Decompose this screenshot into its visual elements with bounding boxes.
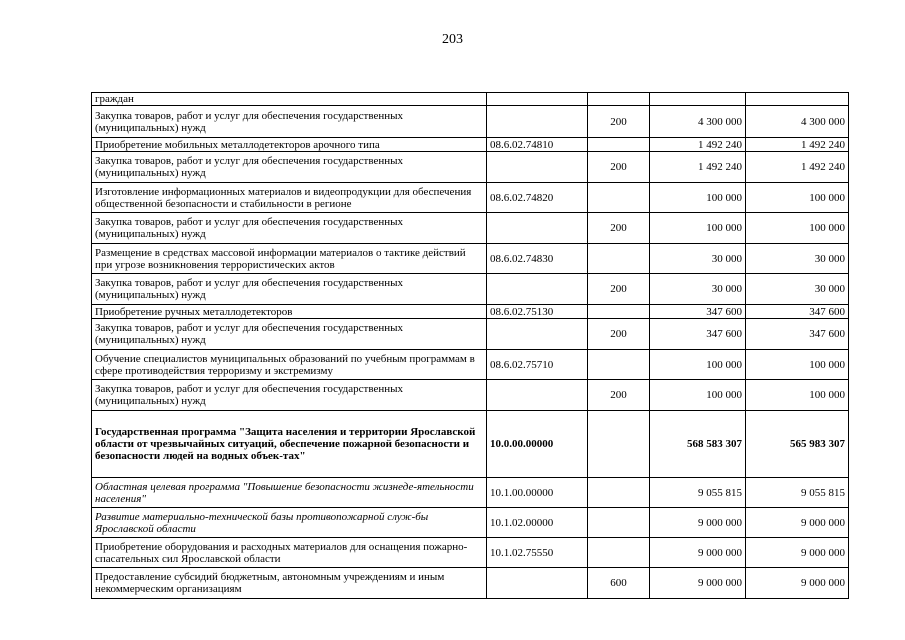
row-name-cell: Приобретение ручных металлодетекторов — [92, 305, 487, 319]
budget-table — [91, 92, 849, 599]
row-name-cell: Областная целевая программа "Повышение безопасности жизнеде-ятельности населения" — [92, 478, 487, 508]
row-name-cell: граждан — [92, 93, 487, 106]
table-row — [92, 183, 849, 213]
row-amount-year2-cell: 1 492 240 — [746, 138, 849, 152]
row-amount-year2-cell — [746, 93, 849, 106]
row-amount-year1-cell: 9 000 000 — [650, 568, 746, 599]
row-code-cell: 08.6.02.74830 — [487, 244, 588, 274]
row-amount-year1-cell: 4 300 000 — [650, 106, 746, 138]
row-amount-year1-cell: 1 492 240 — [650, 138, 746, 152]
table-row — [92, 508, 849, 538]
row-expense-type-cell: 200 — [588, 152, 650, 183]
row-amount-year2-cell: 9 000 000 — [746, 538, 849, 568]
row-amount-year2-cell: 100 000 — [746, 350, 849, 380]
row-name-cell: Приобретение оборудования и расходных материалов для оснащения пожарно-спасательных сил Ярославской области — [92, 538, 487, 568]
table-row — [92, 350, 849, 380]
table-row — [92, 319, 849, 350]
row-name-cell: Закупка товаров, работ и услуг для обеспечения государственных (муниципальных) нужд — [92, 152, 487, 183]
row-name-cell: Закупка товаров, работ и услуг для обеспечения государственных (муниципальных) нужд — [92, 213, 487, 244]
row-amount-year2-cell: 9 055 815 — [746, 478, 849, 508]
row-amount-year1-cell: 30 000 — [650, 274, 746, 305]
row-amount-year2-cell: 9 000 000 — [746, 508, 849, 538]
row-amount-year1-cell: 100 000 — [650, 350, 746, 380]
row-code-cell — [487, 93, 588, 106]
row-amount-year2-cell: 100 000 — [746, 183, 849, 213]
row-amount-year2-cell: 4 300 000 — [746, 106, 849, 138]
row-name-cell: Закупка товаров, работ и услуг для обеспечения государственных (муниципальных) нужд — [92, 319, 487, 350]
row-amount-year2-cell: 100 000 — [746, 213, 849, 244]
row-expense-type-cell — [588, 305, 650, 319]
row-name-cell: Предоставление субсидий бюджетным, автономным учреждениям и иным некоммерческим организациям — [92, 568, 487, 599]
row-code-cell: 08.6.02.74820 — [487, 183, 588, 213]
row-amount-year2-cell: 565 983 307 — [746, 411, 849, 478]
table-row — [92, 478, 849, 508]
row-amount-year1-cell: 9 000 000 — [650, 508, 746, 538]
row-expense-type-cell: 200 — [588, 380, 650, 411]
row-code-cell — [487, 380, 588, 411]
page-number: 203 — [442, 32, 463, 47]
row-code-cell — [487, 213, 588, 244]
row-amount-year1-cell — [650, 93, 746, 106]
row-amount-year1-cell: 100 000 — [650, 183, 746, 213]
row-amount-year2-cell: 30 000 — [746, 274, 849, 305]
row-expense-type-cell — [588, 478, 650, 508]
row-amount-year2-cell: 347 600 — [746, 305, 849, 319]
row-amount-year1-cell: 100 000 — [650, 380, 746, 411]
row-amount-year2-cell: 347 600 — [746, 319, 849, 350]
row-amount-year1-cell: 9 000 000 — [650, 538, 746, 568]
row-expense-type-cell — [588, 411, 650, 478]
row-name-cell: Закупка товаров, работ и услуг для обеспечения государственных (муниципальных) нужд — [92, 106, 487, 138]
row-expense-type-cell: 200 — [588, 319, 650, 350]
row-name-cell: Приобретение мобильных металлодетекторов арочного типа — [92, 138, 487, 152]
row-expense-type-cell: 600 — [588, 568, 650, 599]
row-amount-year1-cell: 30 000 — [650, 244, 746, 274]
row-code-cell: 08.6.02.75130 — [487, 305, 588, 319]
row-name-cell: Обучение специалистов муниципальных образований по учебным программам в сфере противодействия терроризму и экстремизму — [92, 350, 487, 380]
row-name-cell: Государственная программа "Защита населения и территории Ярославской области от чрезвычайных ситуаций, обеспечение пожарной безопасности и безопасности людей на водных объек-тах" — [92, 411, 487, 478]
row-code-cell — [487, 568, 588, 599]
row-code-cell — [487, 319, 588, 350]
row-code-cell — [487, 274, 588, 305]
row-name-cell: Закупка товаров, работ и услуг для обеспечения государственных (муниципальных) нужд — [92, 380, 487, 411]
row-name-cell: Развитие материально-технической базы противопожарной служ-бы Ярославской области — [92, 508, 487, 538]
row-code-cell: 08.6.02.74810 — [487, 138, 588, 152]
table-row — [92, 380, 849, 411]
table-row — [92, 213, 849, 244]
row-amount-year1-cell: 347 600 — [650, 319, 746, 350]
row-expense-type-cell — [588, 538, 650, 568]
row-expense-type-cell — [588, 183, 650, 213]
row-amount-year1-cell: 9 055 815 — [650, 478, 746, 508]
row-amount-year1-cell: 347 600 — [650, 305, 746, 319]
table-row — [92, 106, 849, 138]
row-expense-type-cell — [588, 508, 650, 538]
row-expense-type-cell: 200 — [588, 106, 650, 138]
row-expense-type-cell — [588, 138, 650, 152]
row-code-cell: 10.1.02.00000 — [487, 508, 588, 538]
row-amount-year2-cell: 1 492 240 — [746, 152, 849, 183]
row-code-cell: 08.6.02.75710 — [487, 350, 588, 380]
row-name-cell: Закупка товаров, работ и услуг для обеспечения государственных (муниципальных) нужд — [92, 274, 487, 305]
budget-table-body — [92, 93, 849, 599]
table-row — [92, 93, 849, 106]
row-code-cell — [487, 152, 588, 183]
table-row — [92, 411, 849, 478]
table-row — [92, 538, 849, 568]
row-expense-type-cell — [588, 244, 650, 274]
row-amount-year1-cell: 1 492 240 — [650, 152, 746, 183]
row-expense-type-cell — [588, 93, 650, 106]
row-code-cell: 10.0.00.00000 — [487, 411, 588, 478]
row-name-cell: Изготовление информационных материалов и видеопродукции для обеспечения общественной безопасности и стабильности в регионе — [92, 183, 487, 213]
row-expense-type-cell: 200 — [588, 213, 650, 244]
table-row — [92, 568, 849, 599]
row-amount-year2-cell: 100 000 — [746, 380, 849, 411]
table-row — [92, 152, 849, 183]
row-code-cell — [487, 106, 588, 138]
row-code-cell: 10.1.02.75550 — [487, 538, 588, 568]
row-expense-type-cell: 200 — [588, 274, 650, 305]
row-name-cell: Размещение в средствах массовой информации материалов о тактике действий при угрозе возникновения террористических актов — [92, 244, 487, 274]
row-expense-type-cell — [588, 350, 650, 380]
row-amount-year1-cell: 100 000 — [650, 213, 746, 244]
table-row — [92, 138, 849, 152]
row-amount-year1-cell: 568 583 307 — [650, 411, 746, 478]
row-amount-year2-cell: 9 000 000 — [746, 568, 849, 599]
table-row — [92, 305, 849, 319]
row-code-cell: 10.1.00.00000 — [487, 478, 588, 508]
row-amount-year2-cell: 30 000 — [746, 244, 849, 274]
table-row — [92, 244, 849, 274]
table-row — [92, 274, 849, 305]
